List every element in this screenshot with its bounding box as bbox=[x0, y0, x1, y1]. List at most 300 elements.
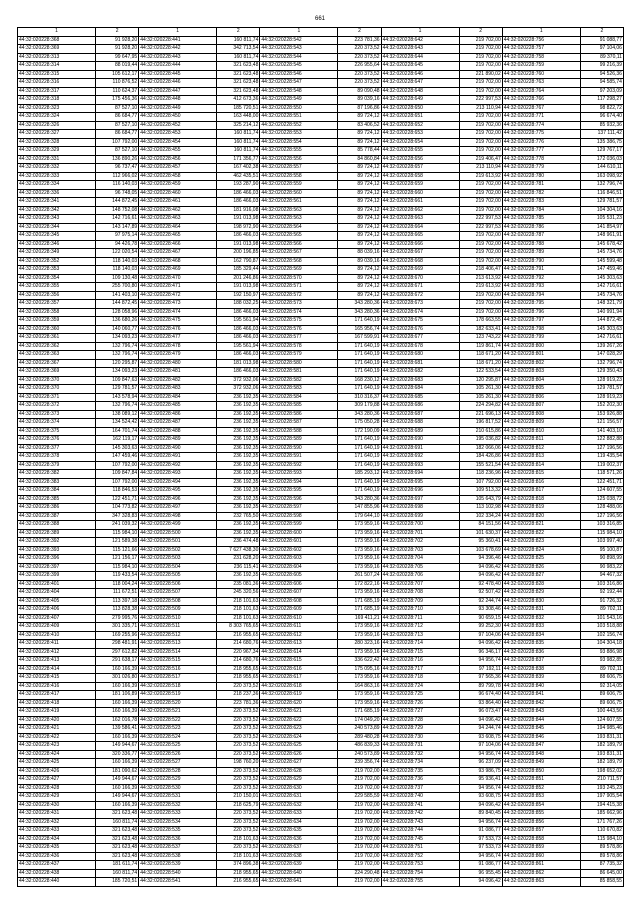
cadastral-prefix: 44:32:020228: bbox=[382, 113, 415, 119]
value-cell: 175 050,28 bbox=[338, 419, 381, 428]
cadastral-suffix: 714 bbox=[414, 640, 423, 646]
cadastral-number-cell bbox=[139, 631, 217, 640]
cadastral-number-cell bbox=[381, 623, 459, 632]
value-cell: 139 586,41 bbox=[96, 725, 139, 734]
cadastral-number-cell bbox=[139, 121, 217, 130]
value-cell: 179 644,10 bbox=[338, 512, 381, 521]
cadastral-suffix: 683 bbox=[414, 376, 423, 383]
cadastral-suffix: 346 bbox=[50, 240, 60, 247]
cadastral-number-cell bbox=[139, 572, 217, 581]
value-cell: 291 638,17 bbox=[96, 657, 139, 666]
cadastral-suffix: 815 bbox=[535, 470, 545, 476]
value-cell: 216 955,65 bbox=[217, 878, 260, 887]
cadastral-prefix: 44:32:020228: bbox=[503, 419, 536, 425]
cadastral-prefix: 44:32:020228: bbox=[382, 665, 415, 672]
cadastral-suffix: 530 bbox=[172, 784, 181, 791]
cadastral-number-cell bbox=[260, 461, 338, 470]
value-cell: 219 702,00 bbox=[459, 189, 502, 198]
cadastral-suffix: 488 bbox=[172, 427, 181, 434]
value-cell: 91 726,32 bbox=[580, 597, 623, 606]
table-row bbox=[18, 852, 624, 861]
cadastral-suffix: 571 bbox=[293, 283, 302, 289]
table-row bbox=[18, 691, 624, 700]
cadastral-prefix: 44:32:020228: bbox=[261, 852, 294, 859]
cadastral-suffix: 616 bbox=[293, 665, 302, 672]
cadastral-suffix: 689 bbox=[414, 427, 423, 434]
value-cell: 301 335,71 bbox=[96, 623, 139, 632]
cadastral-number-cell bbox=[381, 274, 459, 283]
cadastral-prefix: 44:32:020228: bbox=[382, 308, 415, 315]
table-row bbox=[18, 249, 624, 258]
cadastral-number-cell bbox=[381, 784, 459, 793]
cadastral-number-cell bbox=[139, 767, 217, 776]
value-cell: 160 166,39 bbox=[96, 801, 139, 810]
value-cell: 118 140,03 bbox=[96, 257, 139, 266]
cadastral-suffix: 363 bbox=[50, 351, 60, 357]
value-cell: 118 671,20 bbox=[459, 351, 502, 360]
cadastral-number-cell bbox=[381, 206, 459, 215]
cadastral-number-cell bbox=[502, 767, 580, 776]
table-row bbox=[18, 70, 624, 79]
cadastral-number-cell bbox=[260, 563, 338, 572]
cadastral-number-cell bbox=[502, 45, 580, 54]
value-cell: 94 396,46 bbox=[459, 555, 502, 564]
cadastral-prefix: 44:32:020228: bbox=[19, 215, 51, 221]
value-cell: 118 846,53 bbox=[96, 487, 139, 496]
cadastral-suffix: 813 bbox=[535, 453, 545, 459]
cadastral-number-cell bbox=[502, 300, 580, 309]
cadastral-suffix: 814 bbox=[535, 461, 545, 468]
cadastral-number-cell bbox=[381, 580, 459, 589]
cadastral-prefix: 44:32:020228: bbox=[140, 385, 173, 391]
table-row bbox=[18, 597, 624, 606]
cadastral-prefix: 44:32:020228: bbox=[382, 801, 415, 808]
value-cell: 218 101,63 bbox=[217, 835, 260, 844]
cadastral-number-cell bbox=[260, 121, 338, 130]
value-cell: 186 466,03 bbox=[217, 189, 260, 198]
cadastral-suffix: 736 bbox=[414, 776, 423, 782]
cadastral-suffix: 808 bbox=[535, 410, 545, 417]
value-cell: 132 796,74 bbox=[96, 402, 139, 411]
cadastral-prefix: 44:32:020228: bbox=[19, 308, 51, 315]
cadastral-prefix: 44:32:020228: bbox=[382, 810, 415, 816]
cadastral-suffix: 501 bbox=[172, 538, 181, 544]
value-cell: 171 685,19 bbox=[338, 606, 381, 615]
value-cell: 89 724,12 bbox=[338, 215, 381, 224]
table-row bbox=[18, 725, 624, 734]
cadastral-suffix: 667 bbox=[414, 249, 423, 255]
cadastral-prefix: 44:32:020228: bbox=[382, 444, 415, 451]
cadastral-number-cell bbox=[260, 317, 338, 326]
value-cell: 219 702,00 bbox=[459, 240, 502, 249]
table-row bbox=[18, 733, 624, 742]
value-cell: 122 020,54 bbox=[96, 249, 139, 258]
cadastral-number-cell bbox=[18, 419, 96, 428]
value-cell: 97 203,09 bbox=[580, 87, 623, 96]
cadastral-prefix: 44:32:020228: bbox=[140, 716, 173, 723]
cadastral-number-cell bbox=[381, 546, 459, 555]
cadastral-prefix: 44:32:020228: bbox=[382, 657, 415, 663]
value-cell: 116 140,03 bbox=[96, 181, 139, 190]
cadastral-prefix: 44:32:020228: bbox=[382, 546, 415, 553]
cadastral-prefix: 44:32:020228: bbox=[140, 325, 173, 332]
value-cell: 90 983,22 bbox=[580, 563, 623, 572]
value-cell: 219 702,00 bbox=[338, 767, 381, 776]
value-cell: 236 192,35 bbox=[217, 478, 260, 487]
cadastral-number-cell bbox=[381, 776, 459, 785]
cadastral-number-cell bbox=[18, 393, 96, 402]
cadastral-number-cell bbox=[502, 249, 580, 258]
cadastral-suffix: 553 bbox=[293, 130, 302, 136]
value-cell: 97 104,06 bbox=[580, 45, 623, 54]
cadastral-prefix: 44:32:020228: bbox=[261, 87, 294, 94]
cadastral-prefix: 44:32:020228: bbox=[140, 648, 173, 655]
cadastral-number-cell bbox=[502, 223, 580, 232]
cadastral-suffix: 404 bbox=[50, 589, 60, 595]
cadastral-number-cell bbox=[260, 155, 338, 164]
cadastral-number-cell bbox=[381, 444, 459, 453]
cadastral-suffix: 703 bbox=[414, 546, 423, 553]
cadastral-suffix: 779 bbox=[535, 164, 545, 170]
value-cell: 115 984,10 bbox=[96, 529, 139, 538]
cadastral-number-cell bbox=[381, 869, 459, 878]
cadastral-number-cell bbox=[381, 36, 459, 45]
cadastral-prefix: 44:32:020228: bbox=[382, 555, 415, 561]
cadastral-number-cell bbox=[139, 861, 217, 870]
value-cell: 92 507,42 bbox=[459, 589, 502, 598]
cadastral-prefix: 44:32:020228: bbox=[19, 784, 51, 791]
cadastral-number-cell bbox=[502, 597, 580, 606]
cadastral-prefix: 44:32:020228: bbox=[261, 487, 294, 493]
cadastral-prefix: 44:32:020228: bbox=[140, 79, 173, 85]
cadastral-prefix: 44:32:020228: bbox=[503, 487, 536, 493]
value-cell: 93 308,46 bbox=[459, 606, 502, 615]
cadastral-suffix: 834 bbox=[535, 631, 545, 638]
cadastral-suffix: 777 bbox=[535, 147, 545, 153]
cadastral-suffix: 558 bbox=[293, 172, 302, 179]
value-cell: 231 628,20 bbox=[217, 555, 260, 564]
cadastral-prefix: 44:32:020228: bbox=[19, 742, 51, 748]
cadastral-prefix: 44:32:020228: bbox=[503, 351, 536, 357]
value-cell: 289 480,28 bbox=[338, 733, 381, 742]
cadastral-number-cell bbox=[381, 164, 459, 173]
cadastral-suffix: 715 bbox=[414, 648, 423, 655]
cadastral-prefix: 44:32:020228: bbox=[503, 801, 536, 808]
cadastral-suffix: 586 bbox=[293, 410, 302, 417]
value-cell: 229 585,59 bbox=[338, 793, 381, 802]
cadastral-number-cell bbox=[139, 266, 217, 275]
cadastral-number-cell bbox=[381, 189, 459, 198]
cadastral-suffix: 840 bbox=[535, 682, 545, 689]
cadastral-number-cell bbox=[260, 750, 338, 759]
cadastral-number-cell bbox=[18, 164, 96, 173]
value-cell: 163 448,00 bbox=[217, 113, 260, 122]
cadastral-suffix: 637 bbox=[293, 844, 302, 850]
value-cell: 343 280,36 bbox=[338, 410, 381, 419]
cadastral-suffix: 397 bbox=[50, 563, 60, 570]
cadastral-prefix: 44:32:020228: bbox=[503, 869, 536, 876]
cadastral-suffix: 572 bbox=[293, 291, 302, 298]
value-cell: 321 623,48 bbox=[217, 62, 260, 71]
cadastral-prefix: 44:32:020228: bbox=[382, 274, 415, 281]
cadastral-prefix: 44:32:020228: bbox=[503, 436, 536, 442]
cadastral-prefix: 44:32:020228: bbox=[382, 164, 415, 170]
cadastral-suffix: 415 bbox=[50, 674, 60, 680]
cadastral-number-cell bbox=[260, 53, 338, 62]
cadastral-suffix: 486 bbox=[172, 410, 181, 417]
cadastral-suffix: 386 bbox=[50, 504, 60, 510]
table-row bbox=[18, 325, 624, 334]
cadastral-number-cell bbox=[381, 79, 459, 88]
cadastral-prefix: 44:32:020228: bbox=[382, 674, 415, 680]
value-cell: 188 032,25 bbox=[217, 300, 260, 309]
cadastral-suffix: 561 bbox=[293, 198, 302, 204]
cadastral-suffix: 452 bbox=[172, 121, 181, 128]
value-cell: 105 643,79 bbox=[459, 495, 502, 504]
cadastral-suffix: 531 bbox=[172, 793, 181, 799]
cadastral-prefix: 44:32:020228: bbox=[382, 784, 415, 791]
value-cell: 219 702,00 bbox=[459, 291, 502, 300]
value-cell: 85 778,44 bbox=[338, 147, 381, 156]
cadastral-number-cell bbox=[139, 223, 217, 232]
value-cell: 219 702,00 bbox=[459, 249, 502, 258]
cadastral-number-cell bbox=[18, 733, 96, 742]
value-cell: 122 882,88 bbox=[580, 436, 623, 445]
cadastral-number-cell bbox=[260, 470, 338, 479]
cadastral-prefix: 44:32:020228: bbox=[261, 665, 294, 672]
cadastral-prefix: 44:32:020228: bbox=[140, 597, 173, 604]
cadastral-number-cell bbox=[18, 495, 96, 504]
value-cell: 147 028,29 bbox=[580, 351, 623, 360]
cadastral-number-cell bbox=[502, 198, 580, 207]
value-cell: 171 640,19 bbox=[338, 359, 381, 368]
cadastral-suffix: 788 bbox=[535, 240, 545, 247]
table-row bbox=[18, 529, 624, 538]
cadastral-number-cell bbox=[139, 504, 217, 513]
cadastral-suffix: 844 bbox=[535, 716, 545, 723]
value-cell: 219 702,00 bbox=[459, 36, 502, 45]
cadastral-prefix: 44:32:020228: bbox=[503, 359, 536, 366]
cadastral-number-cell bbox=[18, 521, 96, 530]
cadastral-number-cell bbox=[381, 300, 459, 309]
value-cell: 236 192,35 bbox=[217, 410, 260, 419]
cadastral-suffix: 379 bbox=[50, 461, 60, 468]
cadastral-suffix: 600 bbox=[293, 529, 302, 536]
value-cell: 142 716,61 bbox=[96, 215, 139, 224]
cadastral-prefix: 44:32:020228: bbox=[261, 529, 294, 536]
cadastral-prefix: 44:32:020228: bbox=[19, 130, 51, 136]
value-cell: 84 151,56 bbox=[459, 521, 502, 530]
cadastral-suffix: 589 bbox=[293, 436, 302, 442]
value-cell: 94 096,42 bbox=[459, 878, 502, 887]
cadastral-number-cell bbox=[260, 861, 338, 870]
cadastral-prefix: 44:32:020228: bbox=[382, 504, 415, 510]
cadastral-number-cell bbox=[260, 869, 338, 878]
cadastral-suffix: 367 bbox=[50, 359, 60, 366]
cadastral-number-cell bbox=[139, 419, 217, 428]
table-row bbox=[18, 291, 624, 300]
cadastral-number-cell bbox=[502, 79, 580, 88]
cadastral-prefix: 44:32:020228: bbox=[382, 648, 415, 655]
cadastral-suffix: 771 bbox=[535, 113, 545, 119]
value-cell: 87 527,10 bbox=[96, 104, 139, 113]
cadastral-prefix: 44:32:020228: bbox=[382, 138, 415, 145]
value-cell: 115 984,10 bbox=[580, 835, 623, 844]
value-cell: 219 702,00 bbox=[338, 878, 381, 887]
value-cell: 219 702,00 bbox=[338, 801, 381, 810]
cadastral-prefix: 44:32:020228: bbox=[140, 742, 173, 748]
cadastral-prefix: 44:32:020228: bbox=[261, 580, 294, 587]
cadastral-prefix: 44:32:020228: bbox=[19, 657, 51, 663]
cadastral-number-cell bbox=[381, 750, 459, 759]
cadastral-suffix: 775 bbox=[535, 130, 545, 136]
value-cell: 89 724,12 bbox=[338, 274, 381, 283]
cadastral-prefix: 44:32:020228: bbox=[261, 274, 294, 281]
value-cell: 107 792,00 bbox=[96, 478, 139, 487]
value-cell: 219 702,00 bbox=[459, 232, 502, 241]
cadastral-suffix: 717 bbox=[414, 665, 423, 672]
cadastral-number-cell bbox=[18, 70, 96, 79]
cadastral-prefix: 44:32:020228: bbox=[261, 121, 294, 128]
cadastral-prefix: 44:32:020228: bbox=[140, 198, 173, 204]
cadastral-number-cell bbox=[260, 240, 338, 249]
cadastral-suffix: 702 bbox=[414, 538, 423, 544]
cadastral-prefix: 44:32:020228: bbox=[503, 308, 536, 315]
value-cell: 97 565,36 bbox=[459, 674, 502, 683]
cadastral-prefix: 44:32:020228: bbox=[140, 801, 173, 808]
cadastral-suffix: 712 bbox=[414, 623, 423, 629]
cadastral-prefix: 44:32:020228: bbox=[140, 96, 173, 102]
cadastral-suffix: 548 bbox=[293, 87, 302, 94]
cadastral-suffix: 596 bbox=[293, 495, 302, 502]
cadastral-suffix: 618 bbox=[293, 682, 302, 689]
cadastral-prefix: 44:32:020228: bbox=[503, 725, 536, 731]
cadastral-number-cell bbox=[18, 206, 96, 215]
value-cell: 88 039,16 bbox=[338, 249, 381, 258]
cadastral-number-cell bbox=[502, 555, 580, 564]
cadastral-suffix: 318 bbox=[50, 96, 60, 102]
value-cell: 220 373,52 bbox=[217, 750, 260, 759]
value-cell: 168 230,12 bbox=[338, 376, 381, 385]
table-row bbox=[18, 172, 624, 181]
cadastral-number-cell bbox=[139, 597, 217, 606]
cadastral-suffix: 436 bbox=[50, 852, 60, 859]
cadastral-suffix: 795 bbox=[535, 300, 545, 306]
value-cell: 218 955,65 bbox=[217, 674, 260, 683]
value-cell: 171 640,19 bbox=[338, 342, 381, 351]
value-cell: 218 101,63 bbox=[217, 614, 260, 623]
cadastral-number-cell bbox=[260, 266, 338, 275]
cadastral-prefix: 44:32:020228: bbox=[382, 427, 415, 434]
cadastral-suffix: 385 bbox=[50, 495, 60, 502]
cadastral-prefix: 44:32:020228: bbox=[261, 223, 294, 230]
table-row bbox=[18, 742, 624, 751]
cadastral-suffix: 811 bbox=[535, 436, 544, 442]
value-cell: 113 102,98 bbox=[459, 504, 502, 513]
cadastral-number-cell bbox=[18, 402, 96, 411]
value-cell: 93 986,75 bbox=[459, 767, 502, 776]
cadastral-number-cell bbox=[502, 733, 580, 742]
cadastral-number-cell bbox=[381, 487, 459, 496]
value-cell: 219 702,00 bbox=[459, 198, 502, 207]
cadastral-number-cell bbox=[18, 555, 96, 564]
cadastral-suffix: 849 bbox=[535, 759, 545, 765]
value-cell: 192 150,97 bbox=[217, 291, 260, 300]
cadastral-number-cell bbox=[18, 223, 96, 232]
cadastral-number-cell bbox=[381, 368, 459, 377]
cadastral-number-cell bbox=[18, 198, 96, 207]
cadastral-prefix: 44:32:020228: bbox=[140, 121, 173, 128]
value-cell: 132 796,74 bbox=[96, 351, 139, 360]
value-cell: 342 713,54 bbox=[217, 45, 260, 54]
value-cell: 194 415,38 bbox=[580, 801, 623, 810]
cadastral-prefix: 44:32:020228: bbox=[19, 232, 51, 238]
cadastral-number-cell bbox=[502, 827, 580, 836]
value-cell: 96 748,05 bbox=[96, 189, 139, 198]
cadastral-suffix: 359 bbox=[50, 317, 60, 323]
cadastral-prefix: 44:32:020228: bbox=[261, 827, 294, 833]
cadastral-suffix: 843 bbox=[535, 708, 545, 714]
cadastral-suffix: 479 bbox=[172, 351, 181, 357]
table-row bbox=[18, 147, 624, 156]
cadastral-number-cell bbox=[260, 733, 338, 742]
cadastral-prefix: 44:32:020228: bbox=[19, 155, 51, 162]
cadastral-number-cell bbox=[381, 223, 459, 232]
cadastral-suffix: 629 bbox=[293, 776, 302, 782]
cadastral-suffix: 617 bbox=[293, 674, 302, 680]
cadastral-number-cell bbox=[381, 742, 459, 751]
cadastral-prefix: 44:32:020228: bbox=[382, 53, 415, 60]
value-cell: 220 373,52 bbox=[338, 79, 381, 88]
value-cell: 223 781,36 bbox=[338, 36, 381, 45]
value-cell: 181 611,74 bbox=[96, 861, 139, 870]
table-row bbox=[18, 869, 624, 878]
cadastral-suffix: 672 bbox=[414, 291, 423, 298]
value-cell: 142 716,61 bbox=[580, 283, 623, 292]
cadastral-number-cell bbox=[381, 708, 459, 717]
cadastral-suffix: 471 bbox=[172, 283, 181, 289]
cadastral-number-cell bbox=[381, 232, 459, 241]
cadastral-suffix: 513 bbox=[172, 640, 181, 646]
cadastral-suffix: 619 bbox=[293, 691, 302, 697]
cadastral-number-cell bbox=[139, 835, 217, 844]
cadastral-suffix: 519 bbox=[172, 691, 181, 697]
cadastral-suffix: 700 bbox=[414, 521, 423, 527]
value-cell: 129 350,43 bbox=[580, 368, 623, 377]
cadastral-suffix: 551 bbox=[293, 113, 302, 119]
cadastral-prefix: 44:32:020228: bbox=[261, 155, 294, 162]
cadastral-prefix: 44:32:020228: bbox=[140, 495, 173, 502]
cadastral-suffix: 725 bbox=[414, 691, 423, 697]
cadastral-suffix: 428 bbox=[50, 784, 60, 791]
cadastral-prefix: 44:32:020228: bbox=[503, 682, 536, 689]
cadastral-prefix: 44:32:020228: bbox=[382, 827, 415, 833]
cadastral-suffix: 499 bbox=[172, 521, 181, 527]
table-row bbox=[18, 79, 624, 88]
cadastral-suffix: 529 bbox=[172, 776, 181, 782]
cadastral-prefix: 44:32:020228: bbox=[382, 351, 415, 357]
cadastral-prefix: 44:32:020228: bbox=[503, 155, 536, 162]
cadastral-number-cell bbox=[139, 733, 217, 742]
cadastral-number-cell bbox=[502, 580, 580, 589]
cadastral-number-cell bbox=[502, 334, 580, 343]
value-cell: 186 466,03 bbox=[217, 308, 260, 317]
cadastral-number-cell bbox=[381, 45, 459, 54]
cadastral-suffix: 816 bbox=[535, 478, 545, 485]
cadastral-prefix: 44:32:020228: bbox=[261, 555, 294, 561]
value-cell: 195 561,94 bbox=[217, 317, 260, 326]
cadastral-number-cell bbox=[139, 317, 217, 326]
